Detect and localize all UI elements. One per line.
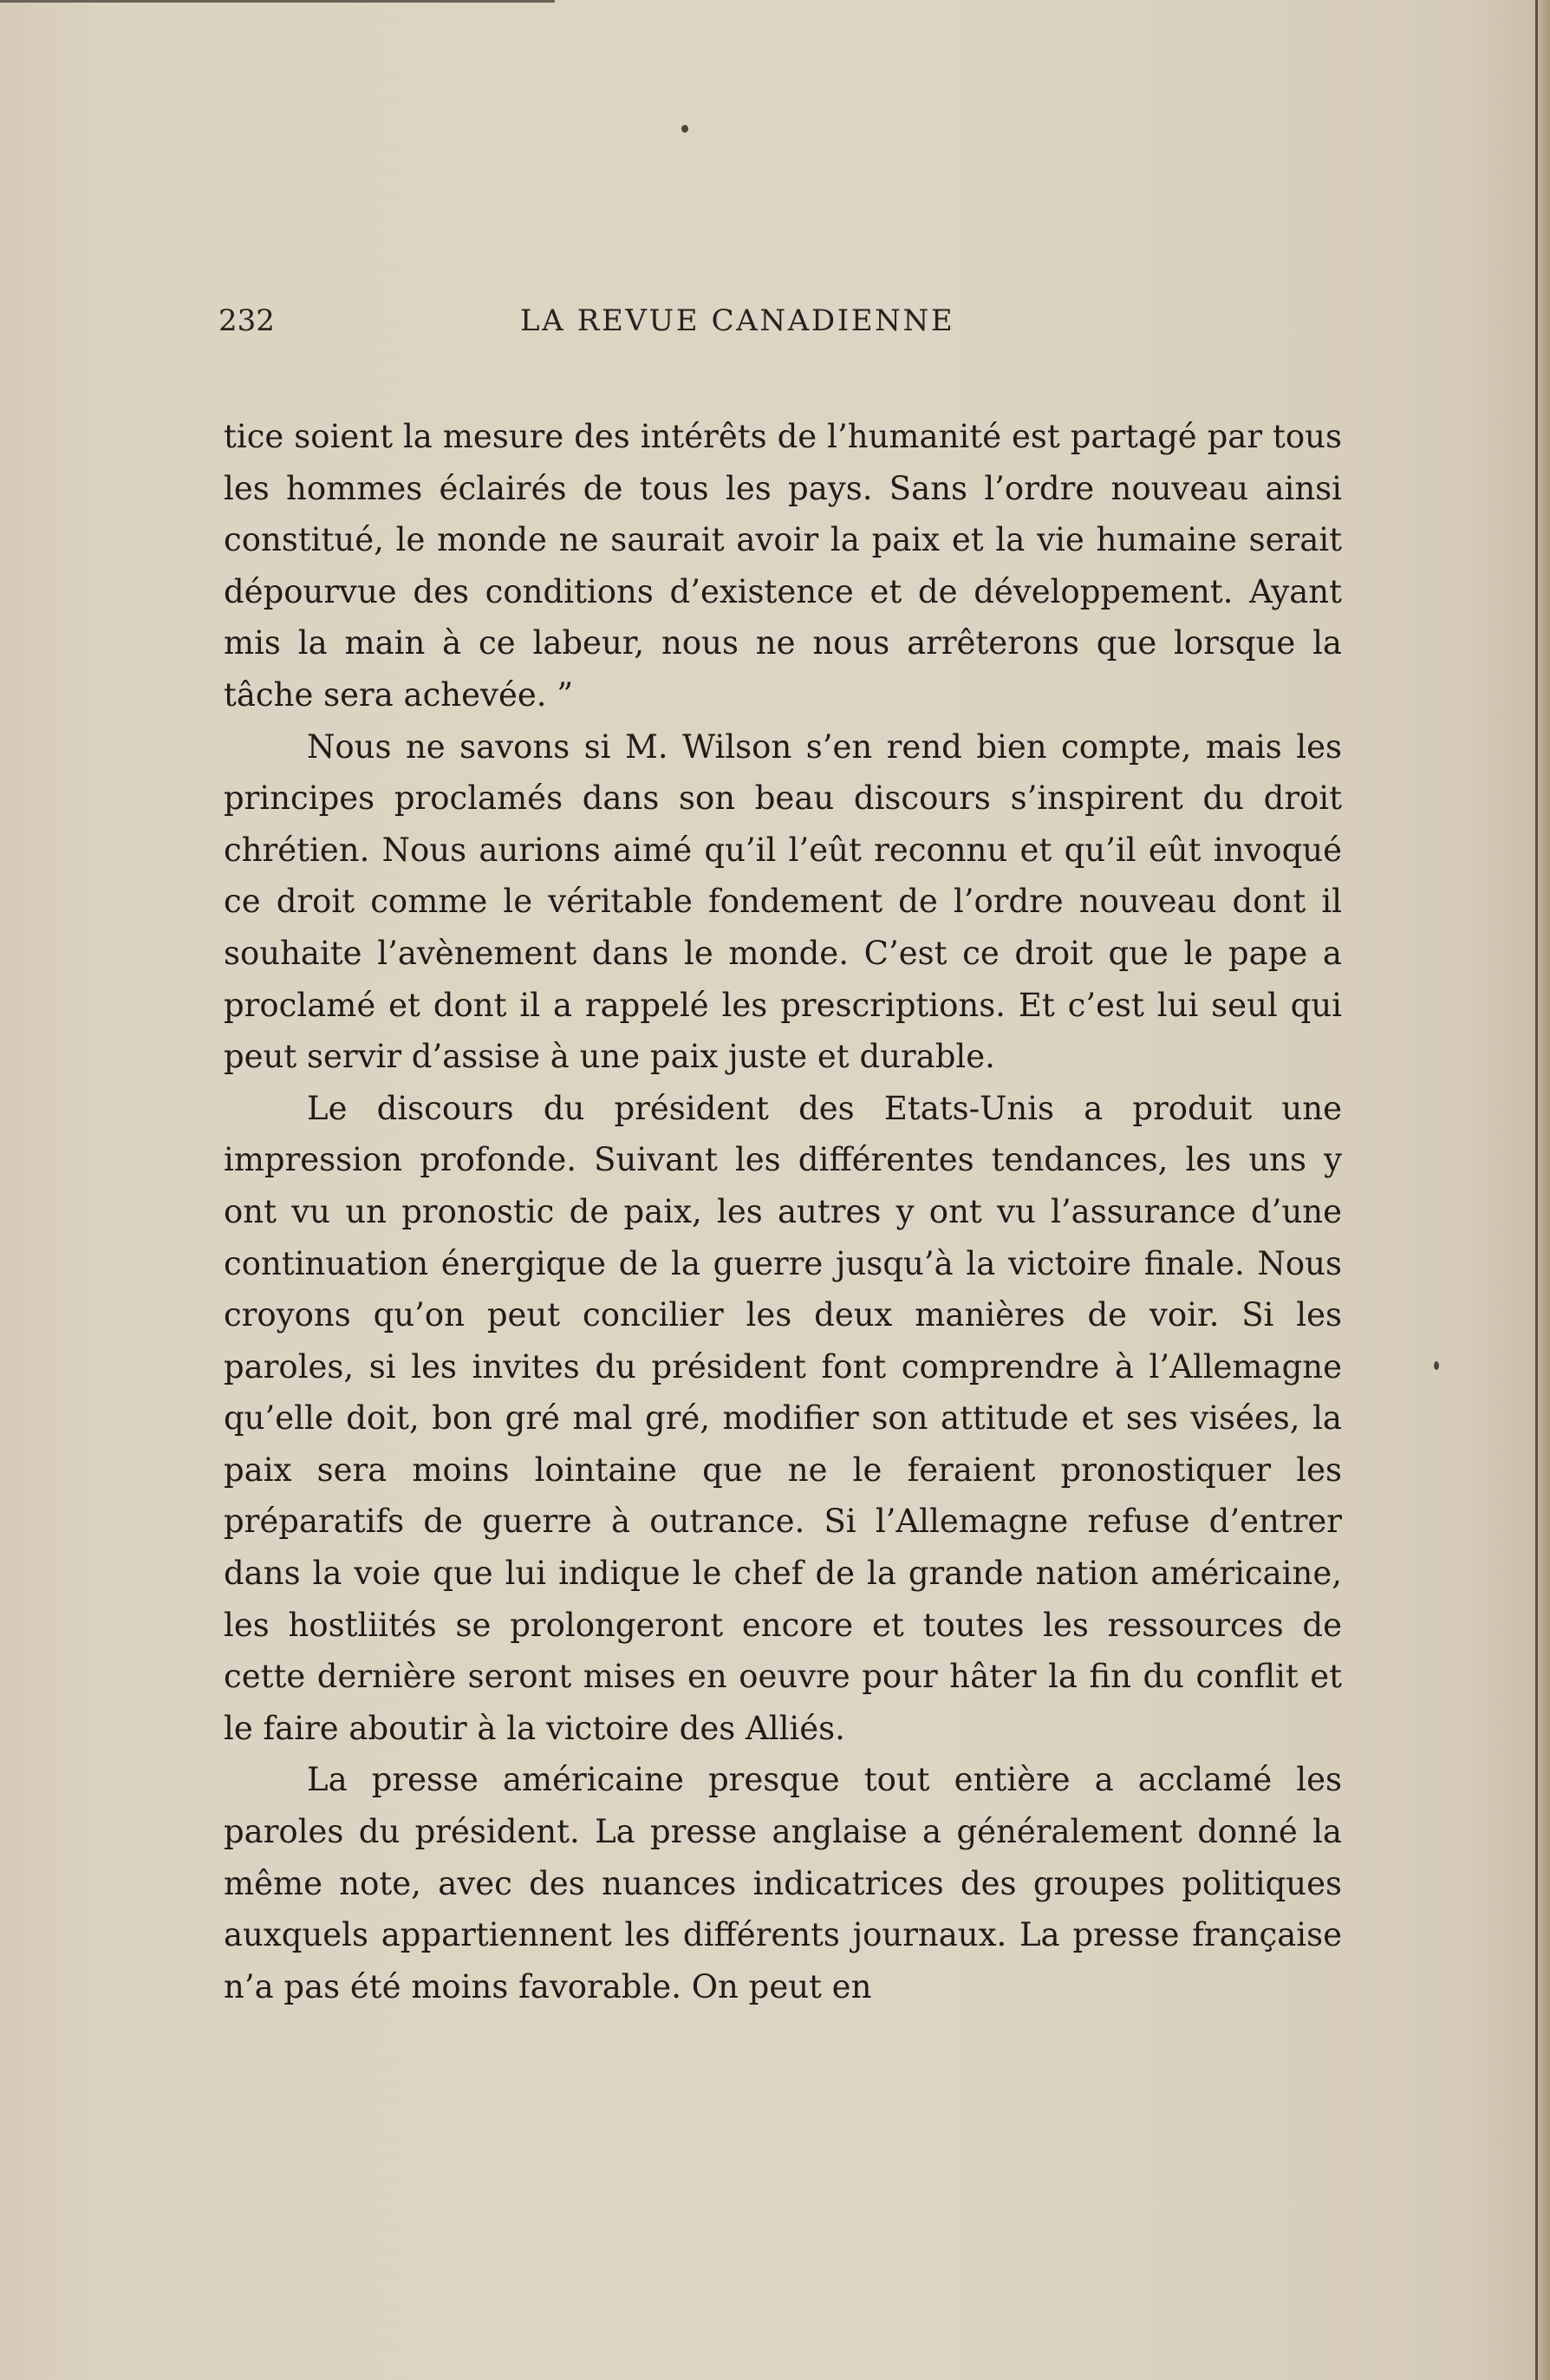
ink-speck: [1434, 1361, 1439, 1370]
page-edge-line: [1535, 0, 1538, 2380]
paragraph: La presse américaine presque tout entière a acclamé les paroles du président. La presse anglaise a généralement donné la même note, avec des nuances indicatrices des groupes politiques auxquels appartiennent les différents journaux. La presse française n’a pas été moins favorable. On peut en: [224, 1761, 1342, 2005]
ink-speck: [681, 125, 688, 133]
page-header: [218, 303, 1345, 338]
running-head: LA REVUE CANADIENNE: [520, 303, 955, 338]
paragraph: Le discours du président des Etats-Unis a produit une impression profonde. Suivant les différentes tendances, les uns y ont vu un pronostic de paix, les autres y ont vu l’assurance d’une continuation énergique de la guerre jusqu’à la victoire finale. Nous croyons qu’on peut concilier les deux manières de voir. Si les paroles, si les invites du président font comprendre à l’Allemagne qu’elle doit, bon gré mal gré, modifier son attitude et ses visées, la paix sera moins lointaine que ne le feraient pronostiquer les préparatifs de guerre à outrance. Si l’Allemagne refuse d’entrer dans la voie que lui indique le chef de la grande nation américaine, les hostliités se prolongeront encore et toutes les ressources de cette dernière seront mises en oeuvre pour hâter la fin du conflit et le faire aboutir à la victoire des Alliés.: [224, 1089, 1342, 1747]
top-rule: [0, 0, 555, 3]
page-number: 232: [218, 303, 275, 338]
body-text: [224, 411, 1342, 2012]
paragraph: tice soient la mesure des intérêts de l’humanité est partagé par tous les hommes éclairés de tous les pays. Sans l’ordre nouveau ainsi constitué, le monde ne saurait avoir la paix et la vie humaine serait dépourvue des conditions d’existence et de développement. Ayant mis la main à ce labeur, nous ne nous arrêterons que lorsque la tâche sera achevée. ”: [224, 418, 1342, 714]
paragraph: Nous ne savons si M. Wilson s’en rend bien compte, mais les principes proclamés dans son beau discours s’inspirent du droit chrétien. Nous aurions aimé qu’il l’eût reconnu et qu’il eût invoqué ce droit comme le véritable fondement de l’ordre nouveau dont il souhaite l’avènement dans le monde. C’est ce droit que le pape a proclamé et dont il a rappelé les prescriptions. Et c’est lui seul qui peut servir d’assise à une paix juste et durable.: [224, 727, 1342, 1076]
